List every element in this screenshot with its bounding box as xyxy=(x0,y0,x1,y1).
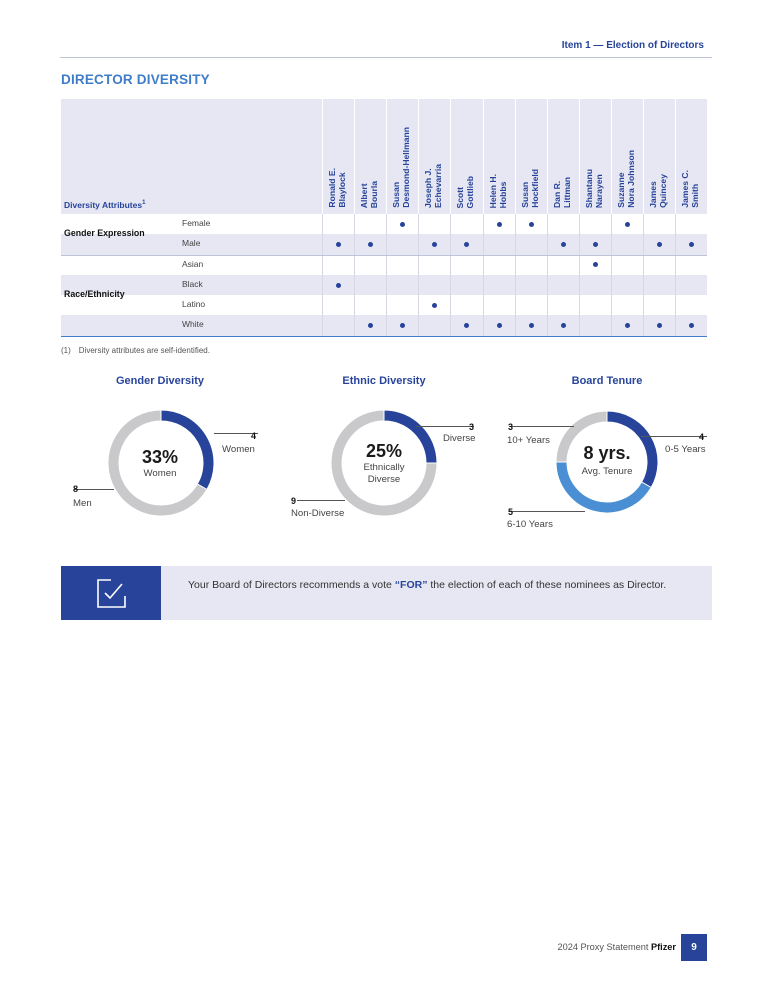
attribute-dot xyxy=(529,222,534,227)
attribute-dot xyxy=(593,262,598,267)
table-cell xyxy=(354,275,386,295)
tenure-center-label: Avg. Tenure xyxy=(581,466,633,477)
table-cell xyxy=(450,255,482,275)
tenure-label-a: 0-5 Years xyxy=(665,444,706,455)
table-cell xyxy=(450,275,482,295)
director-name-line: Narayen xyxy=(593,174,604,208)
table-cell xyxy=(354,214,386,234)
table-row xyxy=(61,214,707,234)
column-separator xyxy=(483,99,484,214)
footnote: (1) Diversity attributes are self-identified. xyxy=(61,346,210,355)
director-name-line: James xyxy=(648,181,658,208)
table-cell xyxy=(579,214,611,234)
table-cell xyxy=(547,315,579,335)
table-cell xyxy=(579,275,611,295)
attribute-dot xyxy=(432,242,437,247)
table-cell xyxy=(322,255,354,275)
director-name-line: Hockfield xyxy=(529,169,540,208)
attribute-group xyxy=(61,255,707,336)
director-name-line: Albert xyxy=(359,183,370,208)
gender-chart-title: Gender Diversity xyxy=(115,375,205,387)
ethnic-center-label-1: Ethnically xyxy=(363,462,405,473)
attribute-dot xyxy=(464,242,469,247)
attributes-label: Diversity Attributes$^1$ xyxy=(64,200,146,210)
table-cell xyxy=(483,275,515,295)
table-bottom-rule xyxy=(61,336,707,337)
table-cell xyxy=(611,255,643,275)
director-name-line: Quincey xyxy=(658,174,668,208)
table-cell xyxy=(483,295,515,315)
table-header xyxy=(61,99,707,214)
attribute-label: Latino xyxy=(182,299,206,310)
table-cell xyxy=(579,234,611,254)
attribute-label: White xyxy=(182,319,204,330)
attribute-label: Asian xyxy=(182,258,204,269)
table-cell xyxy=(418,295,450,315)
gender-label-b-num: 8 xyxy=(73,484,79,494)
ethnic-label-a: Diverse xyxy=(443,433,476,444)
table-cell xyxy=(675,255,707,275)
attribute-dot xyxy=(497,323,502,328)
table-cell xyxy=(386,255,418,275)
director-name-line: Smith xyxy=(690,184,701,208)
ethnic-leader-a xyxy=(416,426,474,427)
table-cell xyxy=(547,295,579,315)
column-separator xyxy=(579,99,580,214)
director-name-line: Ronald E. xyxy=(327,168,337,208)
table-cell xyxy=(611,214,643,234)
table-cell xyxy=(675,214,707,234)
attribute-dot xyxy=(497,222,502,227)
page-number: 9 xyxy=(681,934,707,961)
footer-text: 2024 Proxy Statement Pfizer xyxy=(557,942,676,952)
table-cell xyxy=(611,315,643,335)
director-name-header xyxy=(547,99,579,214)
table-cell xyxy=(515,295,547,315)
column-separator xyxy=(611,99,612,214)
table-cell xyxy=(386,214,418,234)
tenure-leader-a xyxy=(641,436,707,437)
table-cell xyxy=(675,315,707,335)
table-cell xyxy=(322,315,354,335)
column-separator xyxy=(643,99,644,214)
table-cell xyxy=(675,234,707,254)
table-cell xyxy=(643,214,675,234)
column-separator xyxy=(322,99,323,214)
director-name-line: Scott xyxy=(455,186,466,208)
table-cell xyxy=(515,214,547,234)
table-cell xyxy=(547,255,579,275)
attribute-dot xyxy=(593,242,598,247)
director-name-line: Susan xyxy=(391,182,402,208)
table-cell xyxy=(643,255,675,275)
director-name-line: Nora Johnson xyxy=(625,150,636,208)
table-cell xyxy=(386,234,418,254)
director-name-header xyxy=(450,99,482,214)
director-name-line: Desmond-Hellmann xyxy=(401,127,412,208)
ethnic-label-b-num: 9 xyxy=(291,496,297,506)
table-cell xyxy=(450,234,482,254)
director-name-line: Shantanu xyxy=(583,168,594,208)
director-name-header xyxy=(675,99,707,214)
column-separator xyxy=(675,99,676,214)
attribute-dot xyxy=(336,242,341,247)
header-rule xyxy=(60,57,712,58)
table-cell xyxy=(611,295,643,315)
table-cell xyxy=(386,315,418,335)
table-cell xyxy=(450,315,482,335)
director-name-line: Joseph J. xyxy=(423,168,434,208)
table-cell xyxy=(483,234,515,254)
column-separator xyxy=(547,99,548,214)
table-cell xyxy=(418,214,450,234)
table-cell xyxy=(450,295,482,315)
director-name-header xyxy=(515,99,547,214)
tenure-leader-b xyxy=(509,511,585,512)
tenure-leader-c xyxy=(509,426,574,427)
ethnic-label-b: Non-Diverse xyxy=(291,508,345,519)
table-cell xyxy=(643,234,675,254)
tenure-center-value: 8 yrs. xyxy=(583,443,631,463)
director-name-line: Hobbs xyxy=(497,181,508,208)
table-cell xyxy=(515,275,547,295)
attribute-dot xyxy=(529,323,534,328)
director-name-header xyxy=(418,99,450,214)
attribute-label: Male xyxy=(182,238,201,249)
attribute-dot xyxy=(689,242,694,247)
attribute-dot xyxy=(625,323,630,328)
ethnic-chart-title: Ethnic Diversity xyxy=(342,375,426,387)
attribute-dot xyxy=(336,283,341,288)
table-cell xyxy=(643,295,675,315)
table-cell xyxy=(418,275,450,295)
attribute-dot xyxy=(561,323,566,328)
table-cell xyxy=(547,234,579,254)
table-cell xyxy=(611,234,643,254)
attribute-dot xyxy=(689,323,694,328)
group-separator xyxy=(61,255,707,256)
director-name-header xyxy=(354,99,386,214)
table-cell xyxy=(675,275,707,295)
ethnic-center-value: 25% xyxy=(365,441,403,461)
checkbox-icon xyxy=(61,566,161,620)
attribute-dot xyxy=(625,222,630,227)
column-separator xyxy=(515,99,516,214)
callout-text: Your Board of Directors recommends a vote “FOR” the election of each of these nominees as Director. xyxy=(188,579,667,591)
attribute-dot xyxy=(368,323,373,328)
attribute-dot xyxy=(657,323,662,328)
attribute-dot xyxy=(561,242,566,247)
column-separator xyxy=(354,99,355,214)
director-name-line: Bourla xyxy=(369,180,380,208)
table-cell xyxy=(354,255,386,275)
table-row xyxy=(61,255,707,275)
attribute-dot xyxy=(464,323,469,328)
director-name-line: Echevarria xyxy=(433,164,444,208)
table-cell xyxy=(322,214,354,234)
table-cell xyxy=(643,275,675,295)
tenure-label-b: 6-10 Years xyxy=(507,519,553,530)
attribute-dot xyxy=(657,242,662,247)
table-cell xyxy=(547,275,579,295)
director-name-line: Blaylock xyxy=(337,172,347,208)
gender-leader-b xyxy=(74,489,114,490)
gender-label-b: Men xyxy=(73,498,92,509)
director-name-header xyxy=(643,99,675,214)
table-cell xyxy=(322,275,354,295)
vote-recommendation-callout xyxy=(61,566,712,620)
table-cell xyxy=(386,295,418,315)
director-name-line: Susan xyxy=(519,182,530,208)
header-item-title: Item 1 — Election of Directors xyxy=(561,40,704,51)
table-cell xyxy=(322,295,354,315)
table-cell xyxy=(579,255,611,275)
director-name-line: Dan R. xyxy=(551,180,562,208)
director-name-header xyxy=(579,99,611,214)
director-name-line: Littman xyxy=(561,176,572,208)
gender-label-a-num: 4 xyxy=(251,431,257,441)
table-row xyxy=(61,295,707,315)
table-cell xyxy=(418,315,450,335)
attribute-label: Black xyxy=(182,278,203,289)
tenure-label-a-num: 4 xyxy=(699,432,705,442)
table-cell xyxy=(579,315,611,335)
table-row xyxy=(61,315,707,335)
director-name-line: Helen H. xyxy=(487,173,498,208)
table-cell xyxy=(515,255,547,275)
attribute-dot xyxy=(400,323,405,328)
director-name-line: Gottlieb xyxy=(465,175,476,208)
director-name-header xyxy=(611,99,643,214)
table-cell xyxy=(547,214,579,234)
table-cell xyxy=(354,234,386,254)
column-separator xyxy=(418,99,419,214)
ethnic-leader-b xyxy=(297,500,345,501)
table-row xyxy=(61,234,707,254)
ethnic-label-a-num: 3 xyxy=(469,422,475,432)
table-cell xyxy=(515,315,547,335)
group-label: Race/Ethnicity xyxy=(64,289,125,300)
table-cell xyxy=(483,255,515,275)
table-cell xyxy=(579,295,611,315)
attribute-dot xyxy=(432,303,437,308)
director-name-line: Suzanne xyxy=(615,172,626,208)
table-cell xyxy=(450,214,482,234)
group-label: Gender Expression xyxy=(64,228,145,239)
table-cell xyxy=(354,295,386,315)
ethnic-center-label-2: Diverse xyxy=(367,474,401,485)
director-name-header xyxy=(322,99,354,214)
table-cell xyxy=(515,234,547,254)
section-title: DIRECTOR DIVERSITY xyxy=(61,72,210,87)
table-body xyxy=(61,214,707,336)
diversity-table xyxy=(61,99,707,337)
attribute-dot xyxy=(368,242,373,247)
gender-center-label: Women xyxy=(143,468,177,479)
table-cell xyxy=(386,275,418,295)
director-name-header xyxy=(386,99,418,214)
gender-center-value: 33% xyxy=(141,447,179,467)
table-cell xyxy=(483,214,515,234)
column-separator xyxy=(386,99,387,214)
director-name-line: James C. xyxy=(680,170,691,208)
table-cell xyxy=(675,295,707,315)
table-cell xyxy=(354,315,386,335)
table-cell xyxy=(322,234,354,254)
attribute-group xyxy=(61,214,707,255)
gender-label-a: Women xyxy=(222,444,255,455)
table-cell xyxy=(643,315,675,335)
table-cell xyxy=(483,315,515,335)
table-cell xyxy=(611,275,643,295)
director-name-header xyxy=(483,99,515,214)
table-row xyxy=(61,275,707,295)
attribute-label: Female xyxy=(182,218,211,228)
column-separator xyxy=(450,99,451,214)
tenure-label-c-num: 3 xyxy=(508,422,514,432)
attribute-dot xyxy=(400,222,405,227)
table-cell xyxy=(418,255,450,275)
tenure-label-b-num: 5 xyxy=(508,507,514,517)
tenure-label-c: 10+ Years xyxy=(507,435,550,446)
table-cell xyxy=(418,234,450,254)
tenure-chart-title: Board Tenure xyxy=(571,375,643,387)
